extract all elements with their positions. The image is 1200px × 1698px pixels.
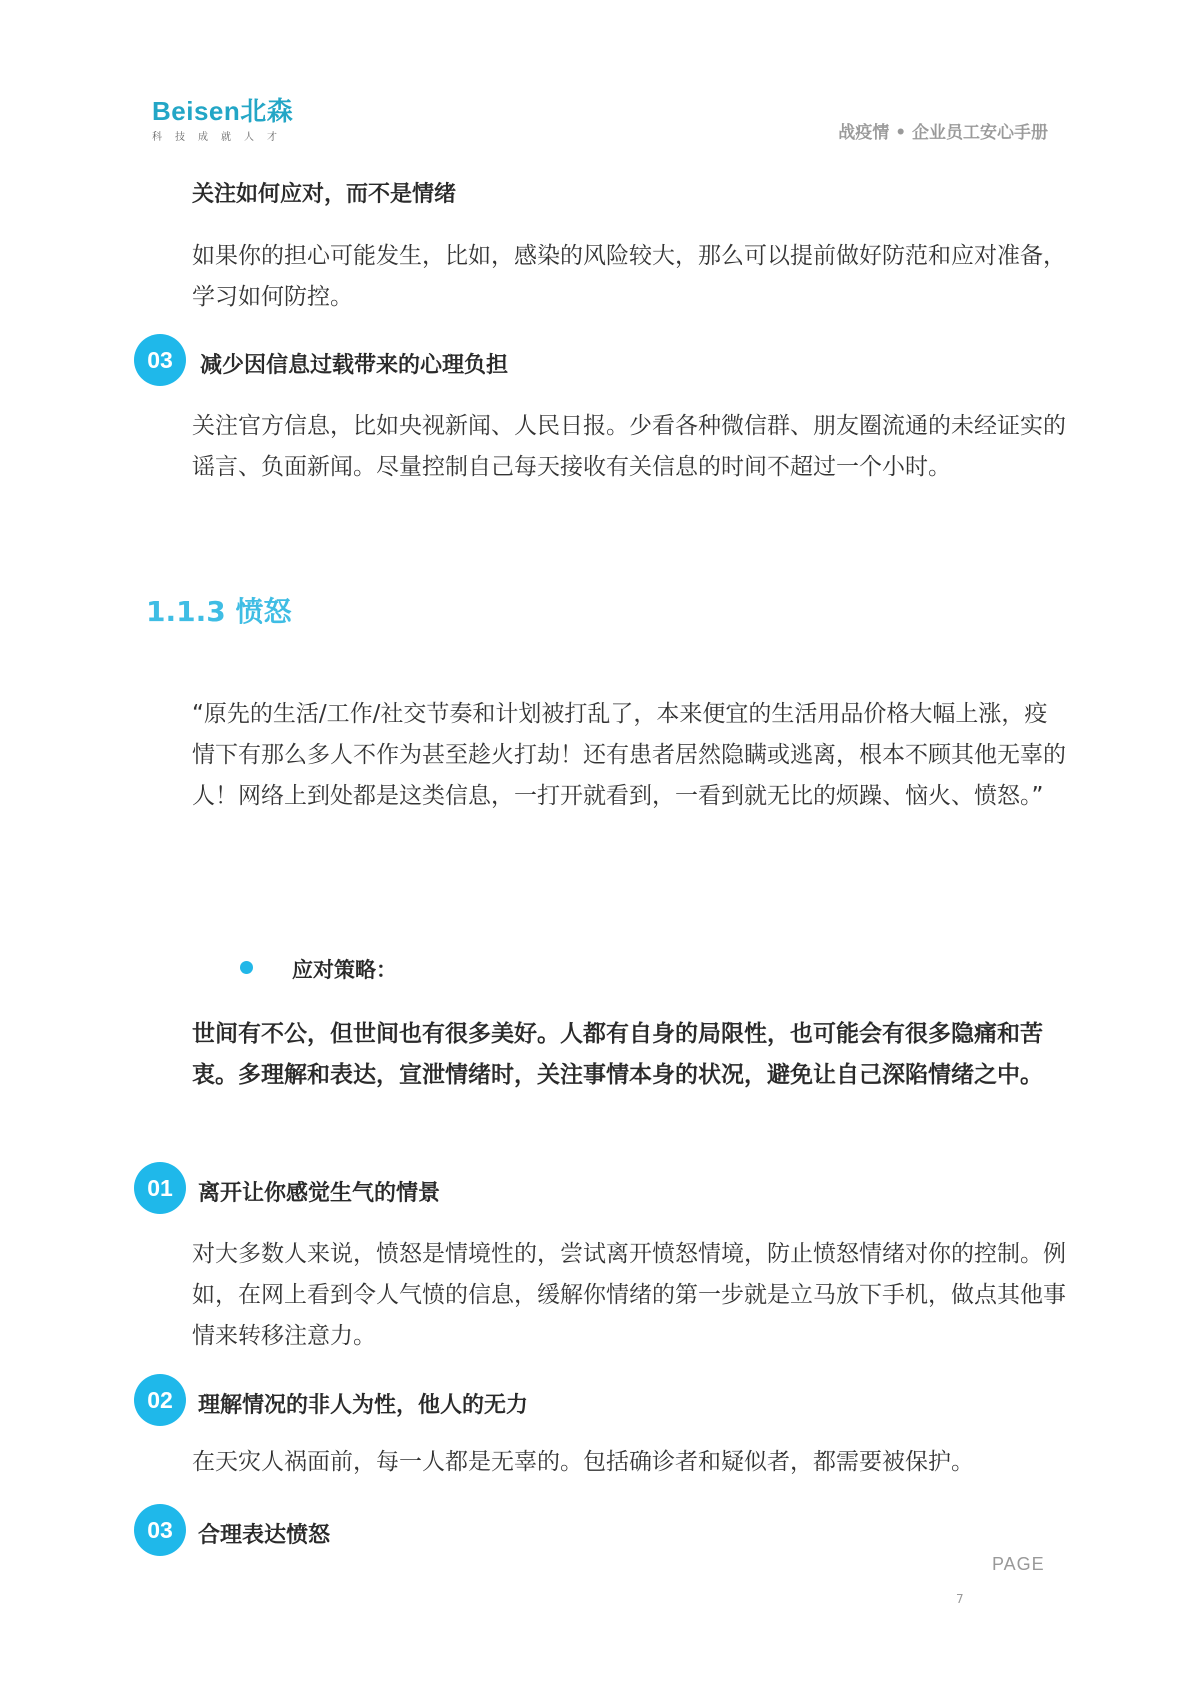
step-title: 减少因信息过载带来的心理负担 (200, 353, 509, 378)
strategy-label: 应对策略： (292, 958, 397, 982)
step-number-badge: 03 (134, 334, 186, 386)
page-number: 7 (956, 1592, 964, 1606)
intro-paragraph-wrap (146, 236, 1066, 318)
logo-wordmark: Beisen北森 (152, 96, 294, 126)
step-paragraph-wrap (146, 406, 1066, 488)
step-paragraph: 对大多数人来说，愤怒是情境性的，尝试离开愤怒情境，防止愤怒情绪对你的控制。例如，在网上看到令人气愤的信息，缓解你情绪的第一步就是立马放下手机，做点其他事情来转移注意力。 (192, 1241, 1066, 1349)
step-paragraph-wrap (146, 1234, 1066, 1357)
step-number-badge: 02 (134, 1374, 186, 1426)
section-summary-wrap (146, 1014, 1066, 1096)
logo-tagline: 科技成就人才 (152, 132, 290, 143)
step-paragraph-wrap (146, 1442, 1066, 1483)
section-summary: 世间有不公，但世间也有很多美好。人都有自身的局限性，也可能会有很多隐痛和苦衷。多理解和表达，宣泄情绪时，关注事情本身的状况，避免让自己深陷情绪之中。 (192, 1021, 1043, 1088)
intro-heading: 关注如何应对，而不是情绪 (192, 182, 457, 207)
step-number-badge: 03 (134, 1504, 186, 1556)
step-title: 理解情况的非人为性，他人的无力 (198, 1393, 529, 1418)
document-header-title: 战疫情 • 企业员工安心手册 (838, 123, 1048, 143)
section-title: 1.1.3 愤怒 (146, 595, 292, 628)
step-title: 离开让你感觉生气的情景 (198, 1181, 441, 1206)
step-paragraph: 关注官方信息，比如央视新闻、人民日报。少看各种微信群、朋友圈流通的未经证实的谣言、负面新闻。尽量控制自己每天接收有关信息的时间不超过一个小时。 (192, 413, 1066, 480)
intro-heading-wrap (146, 174, 1066, 215)
brand-logo (152, 96, 293, 143)
bullet-dot-icon (240, 961, 253, 974)
intro-paragraph: 如果你的担心可能发生，比如，感染的风险较大，那么可以提前做好防范和应对准备，学习如何防控。 (192, 243, 1066, 310)
step-paragraph: 在天灾人祸面前，每一人都是无辜的。包括确诊者和疑似者，都需要被保护。 (192, 1449, 974, 1475)
step-title: 合理表达愤怒 (198, 1523, 331, 1548)
section-quote: “原先的生活/工作/社交节奏和计划被打乱了，本来便宜的生活用品价格大幅上涨，疫情下有那么多人不作为甚至趁火打劫！还有患者居然隐瞒或逃离，根本不顾其他无辜的人！网络上到处都是这类信息，一打开就看到，一看到就无比的烦躁、恼火、愤怒。” (192, 701, 1066, 809)
step-number-badge: 01 (134, 1162, 186, 1214)
page-label: PAGE (992, 1554, 1045, 1574)
section-quote-wrap (146, 694, 1066, 817)
